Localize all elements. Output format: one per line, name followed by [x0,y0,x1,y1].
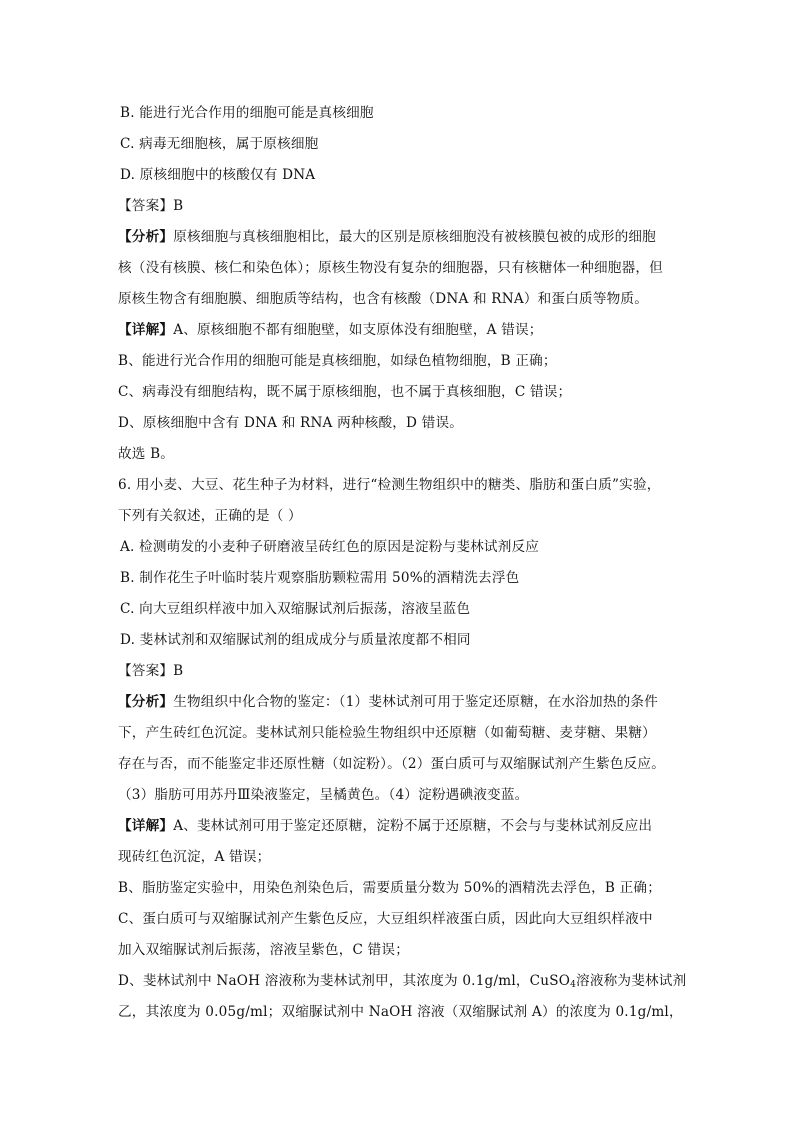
q6-option-a: A. 检测萌发的小麦种子研磨液呈砖红色的原因是淀粉与斐林试剂反应 [120,539,540,555]
q5-detail-text-a: A、原核细胞不都有细胞壁，如支原体没有细胞壁，A 错误； [173,322,543,338]
q6-detail-subscript: 4 [570,980,577,990]
q5-option-d: D. 原核细胞中的核酸仅有 DNA [120,167,316,183]
q6-detail-text-d1-b: 溶液称为斐林试剂 [576,973,687,989]
q6-analysis-line-3: 存在与否，而不能鉴定非还原性糖（如淀粉）。（2）蛋白质可与双缩脲试剂产生紫色反应。 [118,756,665,772]
q6-option-c: C. 向大豆组织样液中加入双缩脲试剂后振荡，溶液呈蓝色 [120,601,471,617]
q6-analysis-text-1: 生物组织中化合物的鉴定：（1）斐林试剂可用于鉴定还原糖，在水浴加热的条件 [173,694,659,710]
q6-option-b: B. 制作花生子叶临时装片观察脂肪颗粒需用 50%的酒精洗去浮色 [120,570,520,586]
q6-analysis-line-4: （3）脂肪可用苏丹Ⅲ染液鉴定，呈橘黄色。（4）淀粉遇碘液变蓝。 [118,787,529,803]
q6-answer: 【答案】B [118,663,184,679]
q6-analysis-line-1 [118,687,678,718]
q6-detail-line-c1: C、蛋白质可与双缩脲试剂产生紫色反应，大豆组织样液蛋白质，因此向大豆组织样液中 [118,911,653,927]
q6-detail-line-b: B、脂肪鉴定实验中，用染色剂染色后，需要质量分数为 50%的酒精洗去浮色，B 正确； [118,880,662,896]
q6-detail-line-c2: 加入双缩脲试剂后振荡，溶液呈紫色，C 错误； [118,942,409,958]
q6-detail-line-d1 [118,966,687,997]
q5-analysis-line-2: 核（没有核膜、核仁和染色体）；原核生物没有复杂的细胞器，只有核糖体一种细胞器，但 [118,260,663,276]
q6-detail-text-d1-a: D、斐林试剂中 NaOH 溶液称为斐林试剂甲，其浓度为 0.1g/ml，CuSO [118,973,571,989]
q5-detail-line-d: D、原核细胞中含有 DNA 和 RNA 两种核酸，D 错误。 [118,415,464,431]
q6-detail-line-a1 [118,811,678,842]
q5-option-c: C. 病毒无细胞核，属于原核细胞 [120,136,319,152]
q5-detail-line-a [118,315,678,346]
q5-analysis-line-3: 原核生物含有细胞膜、细胞质等结构，也含有核酸（DNA 和 RNA）和蛋白质等物质。 [118,291,648,307]
q5-conclusion: 故选 B。 [118,446,175,462]
q6-stem-line-1: 6. 用小麦、大豆、花生种子为材料，进行“检测生物组织中的糖类、脂肪和蛋白质”实验， [118,477,661,493]
q5-analysis-line-1 [118,222,678,253]
q5-detail-line-c: C、病毒没有细胞结构，既不属于原核细胞，也不属于真核细胞，C 错误； [118,384,572,400]
q6-option-d: D. 斐林试剂和双缩脲试剂的组成成分与质量浓度都不相同 [120,632,471,648]
q5-analysis-text-1: 原核细胞与真核细胞相比，最大的区别是原核细胞没有被核膜包被的成形的细胞 [173,229,656,245]
q6-detail-tag: 【详解】 [118,818,174,834]
q5-detail-tag: 【详解】 [118,322,174,338]
q5-option-b: B. 能进行光合作用的细胞可能是真核细胞 [120,105,374,121]
q6-analysis-line-2: 下，产生砖红色沉淀。斐林试剂只能检验生物组织中还原糖（如葡萄糖、麦芽糖、果糖） [118,725,656,741]
q5-detail-line-b: B、能进行光合作用的细胞可能是真核细胞，如绿色植物细胞，B 正确； [118,353,557,369]
q6-detail-line-d2: 乙，其浓度为 0.05g/ml；双缩脲试剂中 NaOH 溶液（双缩脲试剂 A）的浓度为 0.1g/ml， [118,1004,683,1020]
q5-analysis-tag: 【分析】 [118,229,174,245]
q5-answer: 【答案】B [118,198,184,214]
q6-stem-line-2: 下列有关叙述，正确的是（ ） [118,508,302,524]
document-page [118,98,687,1028]
q6-detail-text-a1: A、斐林试剂可用于鉴定还原糖，淀粉不属于还原糖，不会与与斐林试剂反应出 [173,818,653,834]
q6-analysis-tag: 【分析】 [118,694,174,710]
q6-detail-line-a2: 现砖红色沉淀，A 错误； [118,849,271,865]
